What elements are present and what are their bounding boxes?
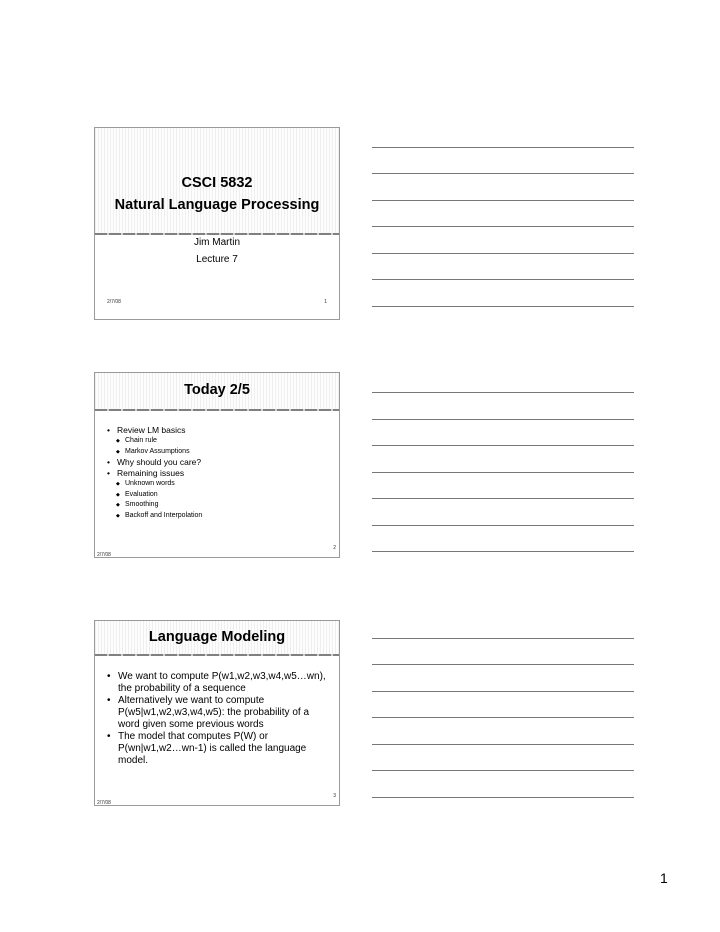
- note-line: [372, 147, 634, 148]
- note-line: [372, 664, 634, 665]
- note-line: [372, 419, 634, 420]
- title-line-2: Natural Language Processing: [114, 197, 320, 213]
- note-line: [372, 445, 634, 446]
- slide-date: 2/7/08: [97, 552, 111, 558]
- note-line: [372, 392, 634, 393]
- bullet: • Alternatively we want to compute P(w5|w1,w2,w3,w4,w5): the probability of a word given some previous words: [107, 695, 327, 731]
- bullet: • We want to compute P(w1,w2,w3,w4,w5…wn), the probability of a sequence: [107, 671, 327, 695]
- title-line-1: CSCI 5832: [181, 175, 253, 191]
- slide-title: [95, 172, 339, 216]
- author: Jim Martin: [193, 237, 241, 248]
- note-line: [372, 797, 634, 798]
- sub-bullet: ◆ Backoff and Interpolation: [107, 511, 202, 522]
- slide-title: Language Modeling: [148, 629, 286, 645]
- slide-title: Today 2/5: [184, 382, 250, 398]
- slide-1: [94, 127, 340, 320]
- note-line: [372, 498, 634, 499]
- note-line: [372, 306, 634, 307]
- title-rule: [95, 409, 339, 411]
- bullet: • Remaining issues: [107, 468, 202, 479]
- note-line: [372, 200, 634, 201]
- note-line: [372, 173, 634, 174]
- note-line: [372, 279, 634, 280]
- bullet-list: [107, 425, 202, 521]
- bullet: • The model that computes P(W) or P(wn|w1,w2…wn-1) is called the language model.: [107, 731, 327, 767]
- sub-bullet: ◆ Smoothing: [107, 500, 202, 511]
- note-line: [372, 717, 634, 718]
- slide-2: [94, 372, 340, 558]
- title-rule: [95, 654, 339, 656]
- bullet-list: [107, 671, 327, 767]
- note-line: [372, 472, 634, 473]
- page-number: 1: [660, 870, 668, 886]
- note-line: [372, 770, 634, 771]
- note-line: [372, 691, 634, 692]
- sub-bullet: ◆ Chain rule: [107, 436, 202, 447]
- bullet: • Why should you care?: [107, 457, 202, 468]
- slide-number: 1: [324, 299, 327, 305]
- note-line: [372, 551, 634, 552]
- note-line: [372, 226, 634, 227]
- sub-bullet: ◆ Markov Assumptions: [107, 447, 202, 458]
- slide-3: [94, 620, 340, 806]
- slide-date: 2/7/08: [107, 299, 121, 305]
- slide-number: 3: [333, 793, 336, 799]
- sub-bullet: ◆ Evaluation: [107, 490, 202, 501]
- note-line: [372, 638, 634, 639]
- note-line: [372, 525, 634, 526]
- slide-number: 2: [333, 545, 336, 551]
- bullet: • Review LM basics: [107, 425, 202, 436]
- lecture-label: Lecture 7: [196, 254, 238, 265]
- sub-bullet: ◆ Unknown words: [107, 479, 202, 490]
- note-line: [372, 253, 634, 254]
- slide-date: 2/7/08: [97, 800, 111, 806]
- note-line: [372, 744, 634, 745]
